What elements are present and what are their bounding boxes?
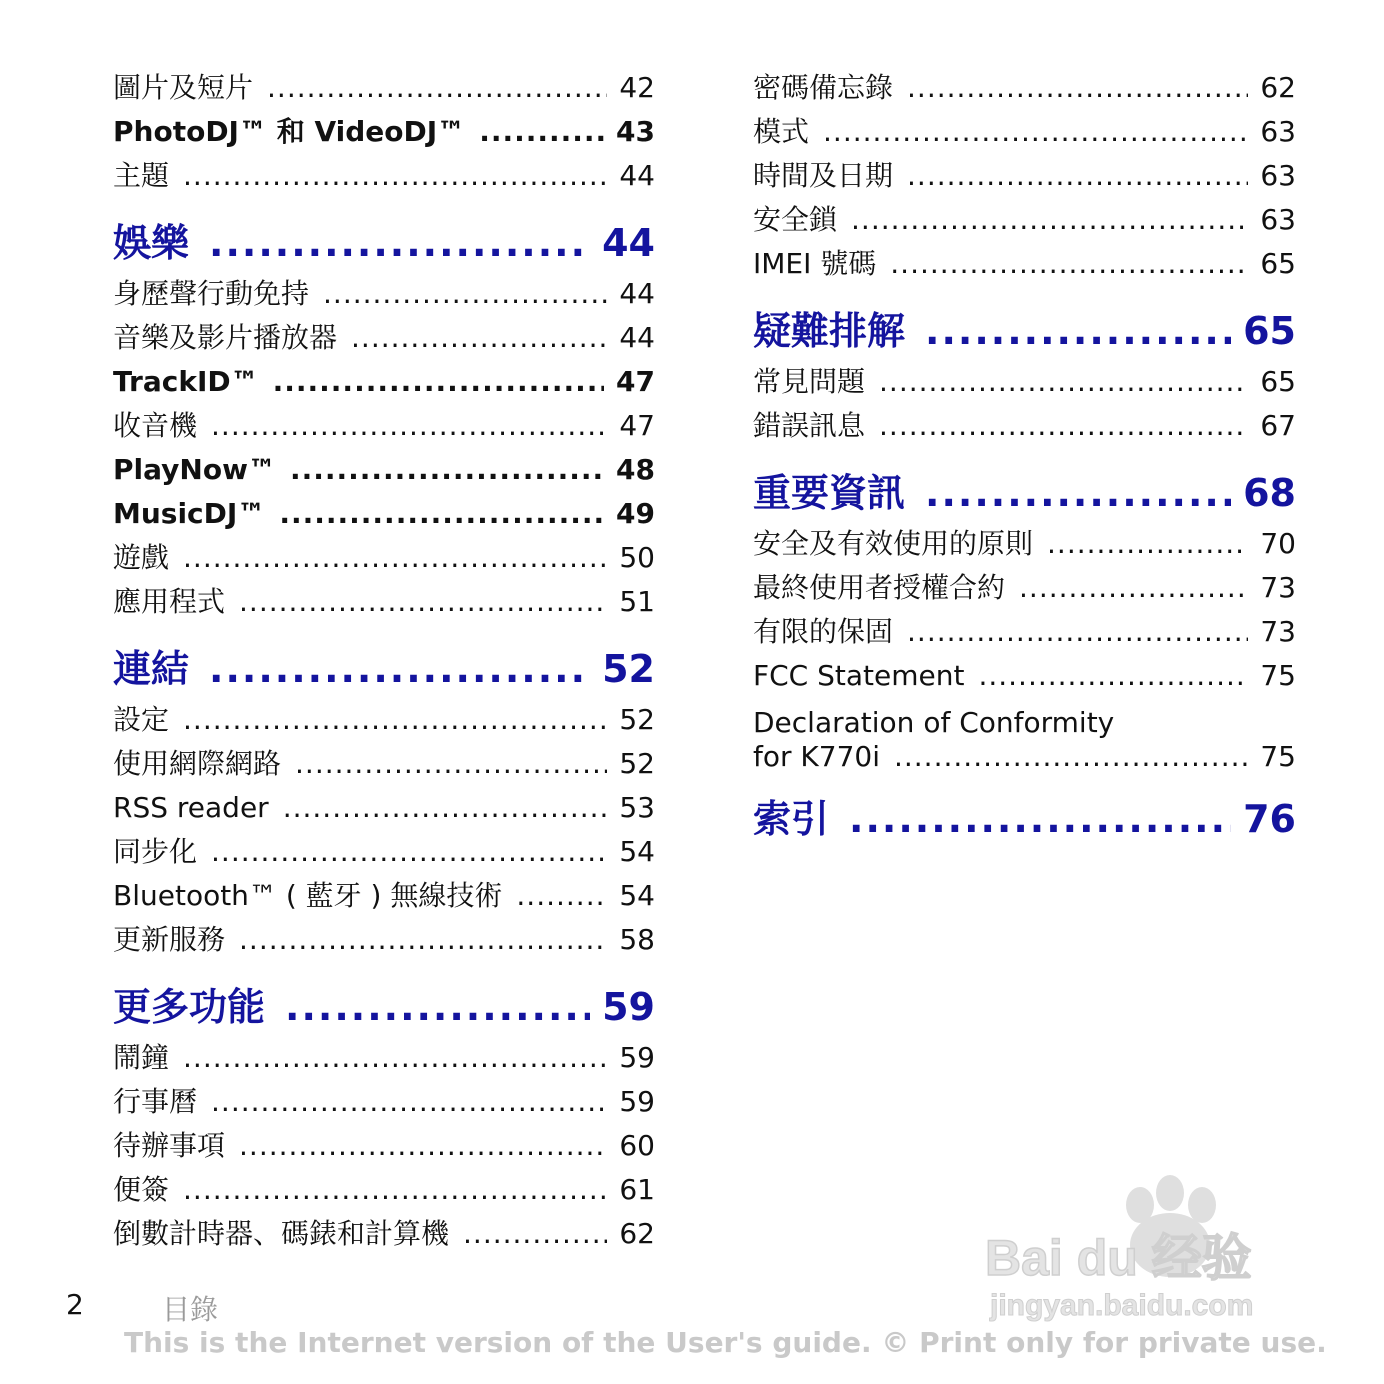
- toc-entry[interactable]: [113, 272, 655, 316]
- dot-leader: [849, 790, 1231, 848]
- entry-page-number: 63: [1260, 203, 1296, 236]
- dot-leader: [323, 272, 607, 316]
- entry-title: IMEI 號碼: [753, 247, 877, 280]
- toc-entry[interactable]: [753, 198, 1296, 242]
- dot-leader: [463, 1212, 607, 1256]
- entry-page-number: 63: [1260, 159, 1296, 192]
- entry-page-number: 53: [619, 791, 655, 824]
- toc-entry[interactable]: [113, 448, 655, 492]
- entry-title: 密碼備忘錄: [753, 71, 894, 104]
- section-page-number: 76: [1243, 797, 1296, 841]
- entry-page-number: 75: [1260, 740, 1296, 773]
- toc-section-heading[interactable]: [753, 790, 1296, 848]
- entry-page-number: 48: [616, 453, 655, 486]
- dot-leader: [823, 110, 1248, 154]
- dot-leader: [183, 698, 607, 742]
- entry-page-number: 67: [1260, 409, 1296, 442]
- toc-entry[interactable]: [113, 918, 655, 962]
- section-title: 更多功能: [113, 985, 266, 1029]
- toc-entry[interactable]: [113, 110, 655, 154]
- dot-leader: [516, 874, 607, 918]
- section-title: 疑難排解: [753, 309, 906, 353]
- entry-page-number: 65: [1260, 247, 1296, 280]
- section-page-number: 65: [1243, 309, 1296, 353]
- entry-page-number: 47: [619, 409, 655, 442]
- entry-page-number: 43: [616, 115, 655, 148]
- dot-leader: [183, 154, 607, 198]
- entry-page-number: 65: [1260, 365, 1296, 398]
- toc-left-column: [113, 66, 655, 1256]
- dot-leader: [907, 610, 1248, 654]
- section-title: 索引: [753, 797, 830, 841]
- toc-right-column: [753, 66, 1296, 848]
- toc-entry[interactable]: [113, 536, 655, 580]
- entry-page-number: 54: [619, 879, 655, 912]
- entry-title: Bluetooth™ ( 藍牙 ) 無線技術: [113, 879, 503, 912]
- toc-section-heading[interactable]: [753, 464, 1296, 522]
- entry-title: 收音機: [113, 409, 198, 442]
- entry-title-line-2: for K770i: [753, 740, 880, 773]
- toc-entry[interactable]: [113, 316, 655, 360]
- toc-entry[interactable]: [753, 66, 1296, 110]
- entry-title: 主題: [113, 159, 170, 192]
- toc-entry[interactable]: [113, 1080, 655, 1124]
- dot-leader: [183, 536, 607, 580]
- section-title: 娛樂: [113, 221, 190, 265]
- entry-page-number: 62: [619, 1217, 655, 1250]
- dot-leader: [239, 918, 607, 962]
- dot-leader: [267, 66, 607, 110]
- entry-title: PlayNow™: [113, 453, 276, 486]
- dot-leader: [907, 154, 1248, 198]
- dot-leader: [925, 302, 1231, 360]
- dot-leader: [279, 492, 604, 536]
- entry-title: 安全鎖: [753, 203, 838, 236]
- toc-entry[interactable]: [113, 874, 655, 918]
- entry-title: 安全及有效使用的原則: [753, 527, 1034, 560]
- dot-leader: [283, 786, 608, 830]
- toc-entry[interactable]: [753, 404, 1296, 448]
- entry-title: MusicDJ™: [113, 497, 266, 530]
- entry-page-number: 60: [619, 1129, 655, 1162]
- dot-leader: [879, 404, 1248, 448]
- dot-leader: [1019, 566, 1248, 610]
- toc-entry[interactable]: [113, 154, 655, 198]
- dot-leader: [851, 198, 1248, 242]
- entry-title: 設定: [113, 703, 170, 736]
- toc-entry[interactable]: [753, 610, 1296, 654]
- toc-entry[interactable]: [113, 698, 655, 742]
- entry-title: 音樂及影片播放器: [113, 321, 338, 354]
- toc-section-heading[interactable]: [113, 640, 655, 698]
- entry-page-number: 52: [619, 703, 655, 736]
- entry-page-number: 70: [1260, 527, 1296, 560]
- dot-leader: [209, 214, 590, 272]
- entry-title: 同步化: [113, 835, 198, 868]
- entry-page-number: 59: [619, 1041, 655, 1074]
- entry-title: 倒數計時器、碼錶和計算機: [113, 1217, 450, 1250]
- dot-leader: [239, 580, 607, 624]
- dot-leader: [890, 242, 1248, 286]
- toc-entry[interactable]: [113, 786, 655, 830]
- toc-section-heading[interactable]: [753, 302, 1296, 360]
- toc-entry[interactable]: [113, 1036, 655, 1080]
- dot-leader: [273, 360, 604, 404]
- entry-page-number: 51: [619, 585, 655, 618]
- toc-entry[interactable]: [113, 1168, 655, 1212]
- toc-section-heading[interactable]: [113, 978, 655, 1036]
- entry-title: 最終使用者授權合約: [753, 571, 1006, 604]
- entry-page-number: 54: [619, 835, 655, 868]
- section-page-number: 52: [602, 647, 655, 691]
- entry-page-number: 44: [619, 321, 655, 354]
- dot-leader: [290, 448, 604, 492]
- toc-entry[interactable]: [753, 706, 1296, 774]
- section-page-number: 59: [602, 985, 655, 1029]
- toc-entry[interactable]: [753, 242, 1296, 286]
- dot-leader: [183, 1168, 607, 1212]
- baidu-jingyan-watermark: [980, 1175, 1310, 1325]
- entry-title: 使用網際網路: [113, 747, 282, 780]
- entry-page-number: 47: [616, 365, 655, 398]
- entry-page-number: 50: [619, 541, 655, 574]
- entry-title: 應用程式: [113, 585, 226, 618]
- paw-icon-toe-3: [1188, 1187, 1216, 1223]
- footer-section-label: 目錄: [162, 1293, 219, 1326]
- toc-entry[interactable]: [753, 654, 1296, 698]
- entry-page-number: 52: [619, 747, 655, 780]
- entry-page-number: 59: [619, 1085, 655, 1118]
- entry-title: 鬧鐘: [113, 1041, 170, 1074]
- dot-leader: [907, 66, 1248, 110]
- section-page-number: 44: [602, 221, 655, 265]
- entry-title: 身歷聲行動免持: [113, 277, 310, 310]
- entry-title: 行事曆: [113, 1085, 198, 1118]
- toc-entry[interactable]: [113, 830, 655, 874]
- toc-entry[interactable]: [753, 110, 1296, 154]
- entry-page-number: 73: [1260, 615, 1296, 648]
- entry-title: 更新服務: [113, 923, 226, 956]
- toc-entry[interactable]: [113, 1212, 655, 1256]
- dot-leader: [1047, 522, 1248, 566]
- footer-notice: This is the Internet version of the User's guide. © Print only for private use.: [124, 1326, 1327, 1359]
- entry-title: 時間及日期: [753, 159, 894, 192]
- entry-page-number: 44: [619, 159, 655, 192]
- toc-entry[interactable]: [753, 566, 1296, 610]
- entry-page-number: 63: [1260, 115, 1296, 148]
- entry-title: PhotoDJ™ 和 VideoDJ™: [113, 115, 466, 148]
- paw-icon-toe-2: [1156, 1175, 1184, 1211]
- toc-entry[interactable]: [753, 154, 1296, 198]
- toc-entry[interactable]: [113, 492, 655, 536]
- entry-title: 模式: [753, 115, 810, 148]
- entry-title: 圖片及短片: [113, 71, 254, 104]
- toc-entry[interactable]: [753, 522, 1296, 566]
- section-title: 重要資訊: [753, 471, 906, 515]
- toc-section-heading[interactable]: [113, 214, 655, 272]
- watermark-url: jingyan.baidu.com: [990, 1289, 1254, 1322]
- dot-leader: [879, 360, 1248, 404]
- dot-leader: [295, 742, 607, 786]
- entry-page-number: 58: [619, 923, 655, 956]
- dot-leader: [183, 1036, 607, 1080]
- dot-leader: [479, 110, 604, 154]
- entry-title: 錯誤訊息: [753, 409, 866, 442]
- dot-leader: [351, 316, 607, 360]
- entry-page-number: 42: [619, 71, 655, 104]
- toc-entry[interactable]: [113, 1124, 655, 1168]
- dot-leader: [894, 740, 1248, 774]
- entry-title: 遊戲: [113, 541, 170, 574]
- dot-leader: [211, 1080, 607, 1124]
- entry-page-number: 44: [619, 277, 655, 310]
- entry-title: FCC Statement: [753, 659, 965, 692]
- entry-title: TrackID™: [113, 365, 259, 398]
- entry-title: 有限的保固: [753, 615, 894, 648]
- dot-leader: [211, 404, 607, 448]
- entry-page-number: 61: [619, 1173, 655, 1206]
- entry-page-number: 75: [1260, 659, 1296, 692]
- dot-leader: [239, 1124, 607, 1168]
- entry-page-number: 49: [616, 497, 655, 530]
- section-title: 連結: [113, 647, 190, 691]
- section-page-number: 68: [1243, 471, 1296, 515]
- dot-leader: [209, 640, 590, 698]
- toc-entry[interactable]: [113, 360, 655, 404]
- entry-page-number: 73: [1260, 571, 1296, 604]
- dot-leader: [211, 830, 607, 874]
- entry-title: 待辦事項: [113, 1129, 226, 1162]
- entry-page-number: 62: [1260, 71, 1296, 104]
- toc-entry[interactable]: [113, 404, 655, 448]
- watermark-brand: Bai du 经验: [985, 1230, 1252, 1286]
- toc-entry[interactable]: [113, 742, 655, 786]
- toc-entry[interactable]: [113, 580, 655, 624]
- entry-title: 常見問題: [753, 365, 866, 398]
- toc-entry[interactable]: [113, 66, 655, 110]
- entry-title-line-1: Declaration of Conformity: [753, 706, 1115, 739]
- dot-leader: [978, 654, 1248, 698]
- dot-leader: [925, 464, 1231, 522]
- entry-title: 便簽: [113, 1173, 170, 1206]
- entry-title: RSS reader: [113, 791, 269, 824]
- footer-page-number: 2: [66, 1288, 84, 1321]
- dot-leader: [285, 978, 590, 1036]
- toc-entry[interactable]: [753, 360, 1296, 404]
